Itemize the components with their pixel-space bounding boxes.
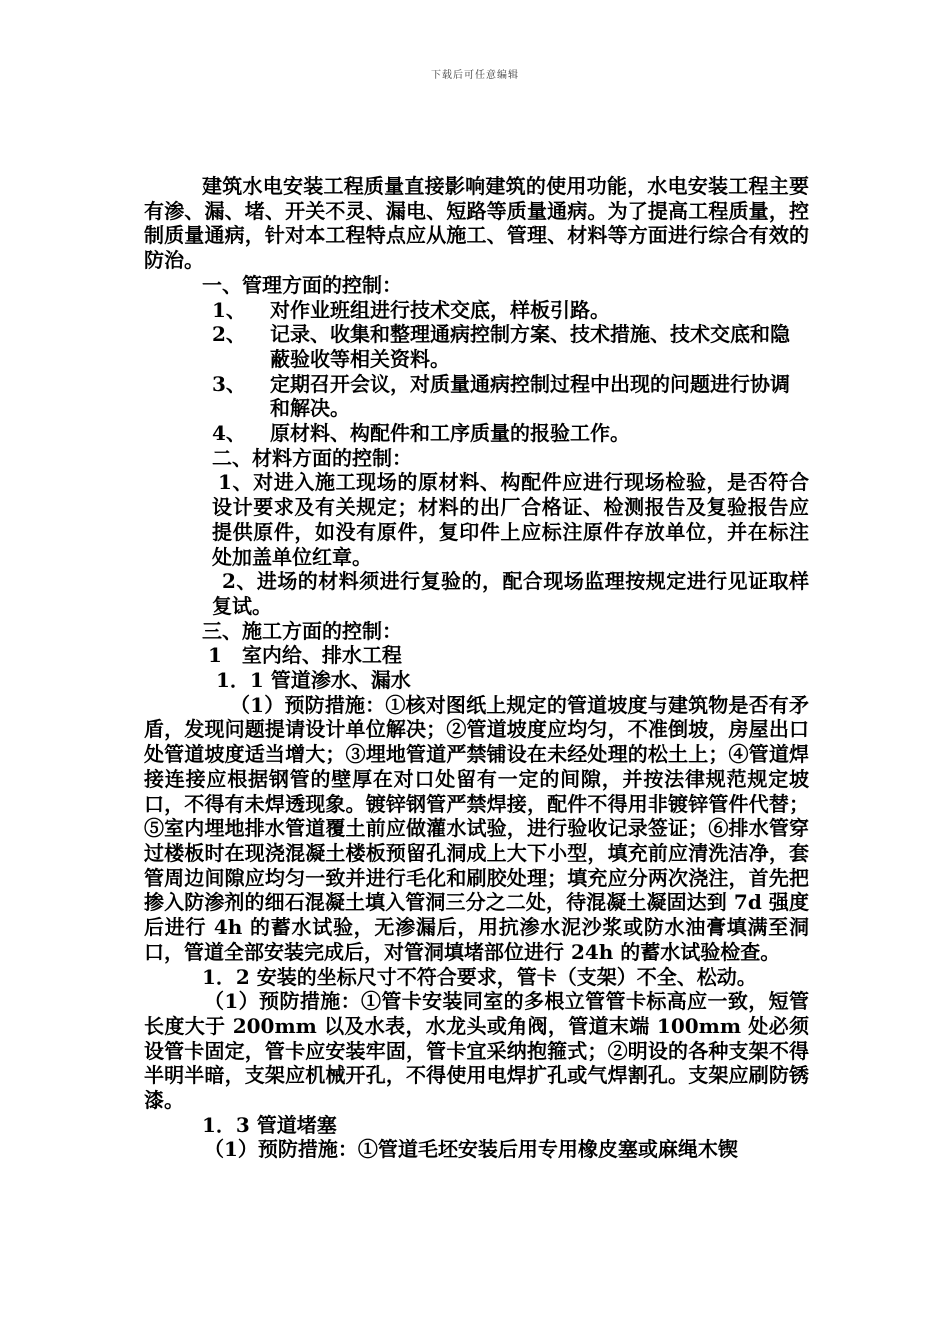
page-header: 下载后可任意编辑 [431,70,519,81]
list-item [144,372,809,421]
list-number: 2、 [212,322,246,347]
list-number: 3、 [212,371,246,396]
materials-paragraph-2-text: 2、进场的材料须进行复验的，配合现场监理按规定进行见证取样复试。 [212,569,809,618]
materials-paragraph-2 [144,569,809,618]
subsection-heading-1: 1 室内给、排水工程 [208,643,402,668]
subsection-heading-1-2: 1．2 安装的坐标尺寸不符合要求，管卡（支架）不全、松动。 [202,964,757,989]
list-item [144,298,809,323]
subsection-heading-1-3: 1．3 管道堵塞 [202,1112,337,1137]
list-number: 4、 [212,421,246,446]
paragraph-1-3: （1）预防措施：①管道毛坯安装后用专用橡皮塞或麻绳木锲 [204,1137,738,1162]
section-heading-construction: 三、施工方面的控制： [202,618,402,643]
list-number: 1、 [212,297,246,322]
list-text: 记录、收集和整理通病控制方案、技术措施、技术交底和隐蔽验收等相关资料。 [270,322,790,371]
list-text: 原材料、构配件和工序质量的报验工作。 [270,421,630,446]
materials-paragraph-1 [144,470,809,569]
paragraph-1-2: （1）预防措施：①管卡安装同室的多根立管管卡标高应一致，短管长度大于 200mm 以及水表，水龙头或角阀，管道末端 100mm 处必须设管卡固定，管卡应安装牢固，管卡宜采纳抱箍式；②明设的各种支架不得半明半暗，支架应机械开孔，不得使用电焊扩孔或气焊割孔。支架应刷防锈漆。 [144,989,809,1113]
section-heading-management: 一、管理方面的控制： [202,272,402,297]
subsection-heading-1-1: 1．1 管道渗水、漏水 [216,668,411,693]
section-heading-materials: 二、材料方面的控制： [212,445,412,470]
materials-paragraph-1-text: 1、对进入施工现场的原材料、构配件应进行现场检验，是否符合设计要求及有关规定；材料的出厂合格证、检测报告及复验报告应提供原件，如没有原件，复印件上应标注原件存放单位，并在标注处加盖单位红章。 [212,470,809,569]
list-item [144,421,809,446]
paragraph-1-1: （1）预防措施：①核对图纸上规定的管道坡度与建筑物是否有矛盾，发现问题提请设计单位解决；②管道坡度应均匀，不准倒坡，房屋出口处管道坡度适当增大；③埋地管道严禁铺设在未经处理的松土上；④管道焊接连接应根据钢管的壁厚在对口处留有一定的间隙，并按法律规范规定坡口，不得有未焊透现象。镀锌钢管严禁焊接，配件不得用非镀锌管件代替；⑤室内埋地排水管道覆土前应做灌水试验，进行验收记录签证；⑥排水管穿过楼板时在现浇混凝土楼板预留孔洞成上大下小型，填充前应清洗洁净，套管周边间隙应均匀一致并进行毛化和刷胶处理；填充应分两次浇注，首先把掺入防渗剂的细石混凝土填入管洞三分之二处，待混凝土凝固达到 7d 强度后进行 4h 的蓄水试验，无渗漏后，用抗渗水泥沙浆或防水油膏填满至洞口，管道全部安装完成后，对管洞填堵部位进行 24h 的蓄水试验检查。 [144,692,809,964]
list-text: 对作业班组进行技术交底，样板引路。 [270,297,610,322]
list-item [144,322,809,371]
document-body [144,174,809,1162]
list-text: 定期召开会议，对质量通病控制过程中出现的问题进行协调和解决。 [270,371,790,421]
intro-paragraph: 建筑水电安装工程质量直接影响建筑的使用功能，水电安装工程主要有渗、漏、堵、开关不灵、漏电、短路等质量通病。为了提高工程质量，控制质量通病，针对本工程特点应从施工、管理、材料等方面进行综合有效的防治。 [144,174,809,273]
